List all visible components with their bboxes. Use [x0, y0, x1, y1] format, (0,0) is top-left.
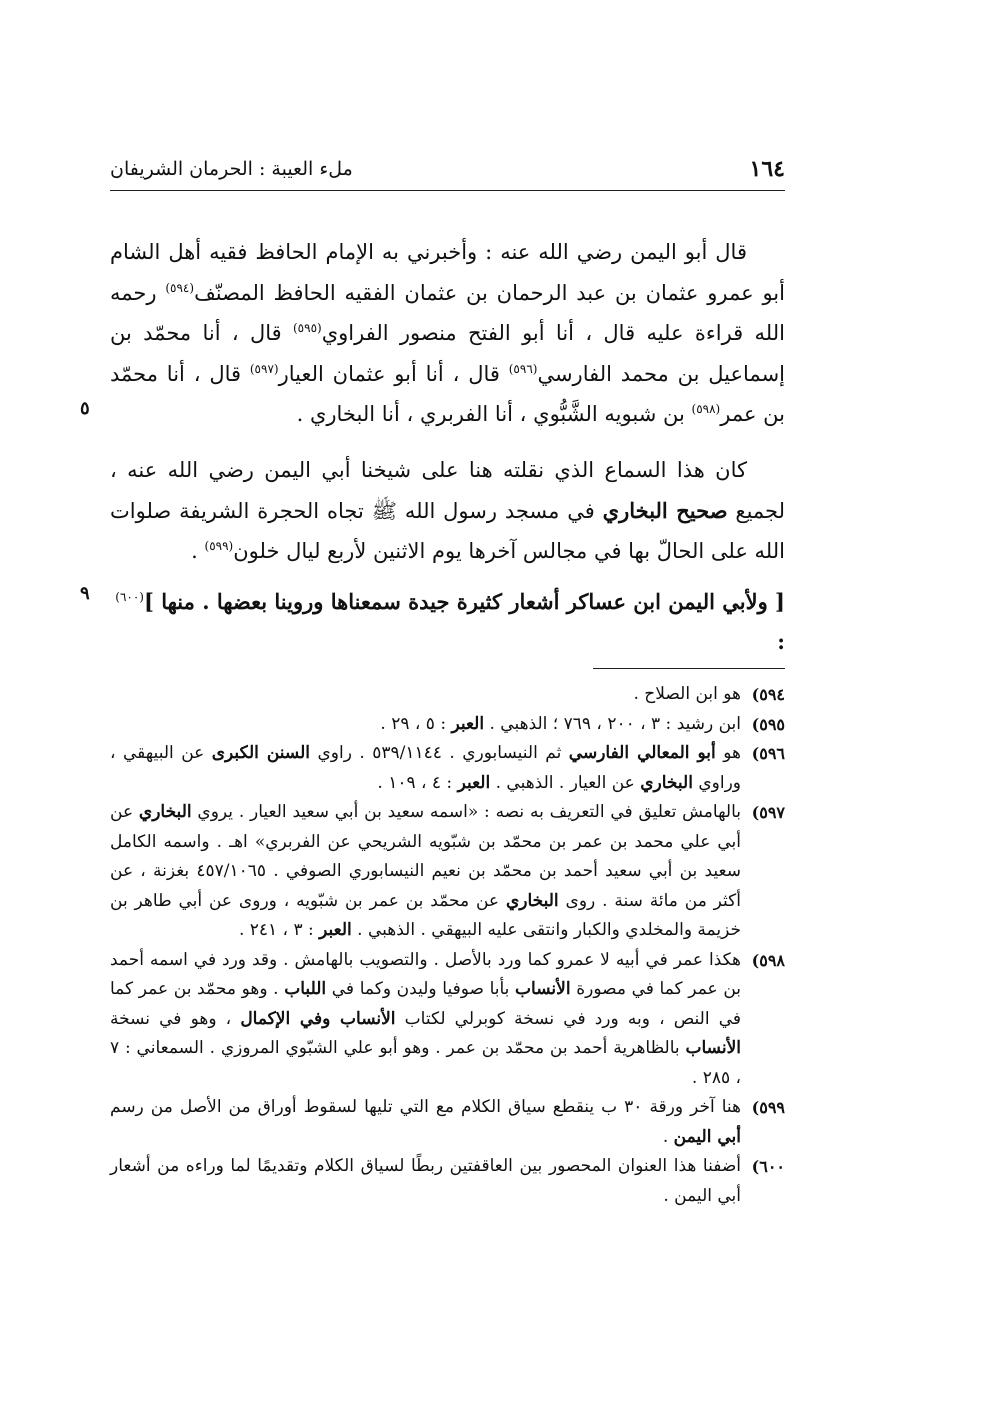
footnote-ref[interactable]: (٥٩٨) [691, 402, 721, 416]
page-number: ١٦٤ [749, 156, 785, 182]
footnote-bold-term: العبر [319, 920, 352, 940]
footnote [110, 680, 785, 710]
footnote-text: : ٤ ، ١٠٩ . [377, 772, 458, 793]
running-title: ملء العيبة : الحرمان الشريفان [110, 158, 353, 180]
footnote-bold-term: الأنساب [515, 979, 571, 999]
footnote-ref[interactable]: (٥٩٥) [292, 321, 322, 335]
footnote-separator [593, 668, 785, 669]
footnote-ref[interactable]: (٦٠٠) [115, 590, 144, 604]
footnote-ref[interactable]: (٥٩٦) [508, 361, 538, 376]
footnote-text: هو ابن الصلاح . [633, 684, 741, 704]
footnote-bold-term: أبو المعالي الفارسي [568, 743, 716, 763]
text-segment: كان هذا السماع الذي نقلته هنا على شيخنا أبي اليمن رضي الله عنه ، لجميع [110, 458, 785, 523]
footnote [110, 739, 785, 798]
footnote [110, 710, 785, 740]
footnote-text: ثم النيسابوري . ٥٣٩/١١٤٤ . راوي [309, 743, 569, 763]
footnote-bold-term: السنن الكبرى [211, 743, 310, 763]
footnote [110, 798, 785, 946]
footnote-bold-term: الأنساب [685, 1038, 741, 1058]
footnote-number: ٥٩٧) [751, 803, 785, 822]
footnote-text: هكذا عمر في أبيه لا عمرو كما ورد بالأصل . والتصويب بالهامش . وقد ورد في اسمه أحمد بن عمر كما في مصورة [110, 949, 741, 999]
footnote-number: ٥٩٨) [751, 950, 785, 970]
margin-line-number: ٥ [80, 398, 90, 419]
text-segment: قال ، أنا محمّد بن إسماعيل بن محمد [110, 321, 785, 386]
footnote-text: : ٣ ، ٢٤١ . [238, 920, 320, 940]
footnote-text: هو [715, 743, 741, 763]
text-segment: . [191, 539, 198, 563]
text-segment: قال أبو اليمن رضي الله عنه : وأخبرني به الإمام الحافظ فقيه أهل الشام أبو [110, 240, 785, 305]
footnote-text: عن البيهقي ، وراوي [110, 743, 741, 793]
text-segment: قال ، أنا أبو عثمان العيار [278, 361, 500, 386]
footnote [110, 1152, 785, 1211]
footnote-text: ابن رشيد : ٣ ، ٢٠٠ ، ٧٦٩ ؛ الذهبي . [484, 713, 741, 734]
footnote-bold-term: الأنساب وفي الإكمال [240, 1008, 396, 1029]
text-segment: رحمه الله قراءة [110, 280, 785, 345]
text-segment: شبويه الشَّبُّوي ، أنا الفربري ، أنا البخاري . [296, 402, 657, 426]
footnote [110, 1093, 785, 1152]
text-segment: الحالّ بها في مجالس آخرها يوم الاثنين لأربع ليال خلون [233, 539, 705, 563]
footnote-text: عن أبي علي محمد بن عمر بن محمّد بن شبّويه الشريحي عن الفربري» اهـ . واسمه الكامل سعيد بن أبي سعيد أحمد بن محمّد بن نعيم النيسابوري الصوفي . ٤٥٧/١٠٦٥ بغزنة ، عن أكثر من مائة سنة . روى [110, 802, 741, 911]
footnote-text: بالهامش تعليق في التعريف به نصه : «اسمه سعيد بن أبي سعيد العيار . يروي [191, 802, 741, 822]
section-heading [110, 582, 785, 662]
footnote-text: أضفنا هذا العنوان المحصور بين العاقفتين ربطًا لسياق الكلام وتقديمًا لما وراءه من أشعار أبي اليمن . [110, 1156, 741, 1206]
text-segment: قال ، أنا محمّد بن عمر [110, 361, 785, 426]
footnote [110, 946, 785, 1094]
footnote-number: ٥٩٥) [751, 714, 785, 734]
footnote-bold-term: أبي اليمن [673, 1126, 741, 1147]
footnote-bold-term: البخاري [505, 890, 559, 911]
margin-line-number: ٩ [80, 583, 90, 604]
footnote-text: . [662, 1126, 674, 1147]
text-segment: في مسجد رسول الله ﷺ تجاه الحجرة الشريفة صلوات الله على [110, 498, 785, 563]
heading-text: [ ولأبي اليمن ابن عساكر أشعار كثيرة جيدة سمعناها وروينا بعضها . منها ] [143, 589, 785, 614]
footnote-bold-term: البخاري [138, 802, 192, 822]
footnote-bold-term: العبر [457, 772, 491, 793]
text-segment: الفارسي [537, 361, 612, 386]
footnote-ref[interactable]: (٥٩٤) [165, 280, 195, 295]
footnote-text: بالظاهرية أحمد بن محمّد بن عمر . وهو أبو علي الشبّوي المروزي . السمعاني : ٧ ، ٢٨٥ . [110, 1038, 741, 1088]
paragraph-isnad [110, 232, 785, 435]
page-header [110, 150, 785, 191]
footnote-ref[interactable]: (٥٩٩) [204, 539, 234, 553]
footnote-text: : ٥ ، ٢٩ . [380, 713, 452, 734]
footnote-number: ٥٩٦) [751, 744, 785, 763]
heading-colon: : [777, 629, 785, 654]
text-segment: عمرو عثمان بن عبد الرحمان بن عثمان الفقيه الحافظ المصنّف [194, 280, 754, 305]
text-segment: بن [662, 402, 685, 426]
footnote-bold-term: اللباب [284, 979, 327, 999]
footnote-ref[interactable]: (٥٩٧) [249, 361, 279, 376]
paragraph-sama [110, 450, 785, 572]
footnote-text: ، وهو في نسخة [110, 1008, 241, 1029]
footnote-bold-term: العبر [451, 713, 485, 734]
footnote-text: عن العيار . الذهبي . [490, 772, 641, 793]
book-title: صحيح البخاري [602, 497, 728, 523]
footnote-number: ٥٩٤) [751, 685, 785, 704]
footnotes-section [110, 680, 785, 1211]
footnote-text: . وهو محمّد بن عمر كما في النص ، وبه ورد في نسخة كوبرلي لكتاب [110, 979, 741, 1029]
text-segment: عليه قال ، أنا أبو الفتح منصور الفراوي [321, 321, 684, 345]
footnote-text: عن محمّد بن عمر بن شبّويه ، وروى عن أبي طاهر بن خزيمة والمخلدي والكبار وانتقى عليه البيهقي . الذهبي . [110, 890, 741, 940]
footnote-text: هنا آخر ورقة ٣٠ ب ينقطع سياق الكلام مع التي تليها لسقوط أوراق من الأصل من رسم [110, 1097, 741, 1117]
footnote-number: ٦٠٠) [751, 1157, 785, 1176]
footnote-text: بأبا صوفيا وليدن وكما في [326, 979, 516, 999]
footnote-number: ٥٩٩) [751, 1098, 785, 1117]
footnote-bold-term: البخاري [640, 772, 693, 793]
